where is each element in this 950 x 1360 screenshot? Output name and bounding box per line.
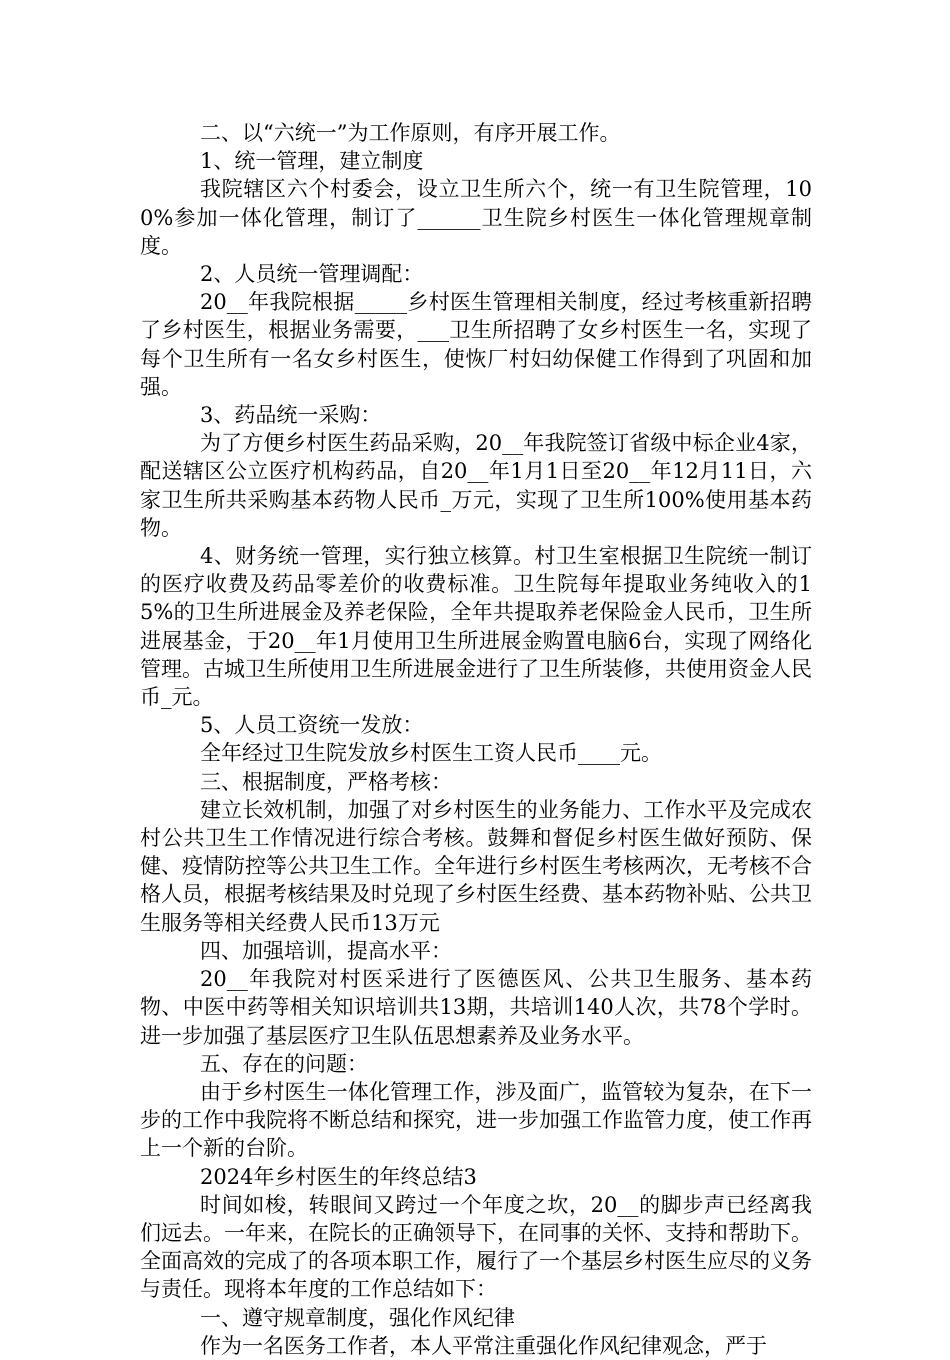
body-paragraph: 20__年我院对村医采进行了医德医风、公共卫生服务、基本药物、中医中药等相关知识培训共13期，共培训140人次，共78个学时。进一步加强了基层医疗卫生队伍思想素养及业务水平。 xyxy=(140,967,812,1048)
section-heading: 一、遵守规章制度，强化作风纪律 xyxy=(200,1305,515,1330)
body-paragraph: 我院辖区六个村委会，设立卫生所六个，统一有卫生院管理，100%参加一体化管理，制订了______卫生院乡村医生一体化管理规章制度。 xyxy=(140,177,812,258)
body-paragraph: 4、财务统一管理，实行独立核算。村卫生室根据卫生院统一制订的医疗收费及药品零差价的收费标准。卫生院每年提取业务纯收入的15%的卫生所进展金及养老保险，全年共提取养老保险金人民币，卫生所进展基金，于20__年1月使用卫生所进展金购置电脑6台，实现了网络化管理。古城卫生所使用卫生所进展金进行了卫生所装修，共使用资金人民币_元。 xyxy=(140,544,812,710)
section-heading: 五、存在的问题： xyxy=(200,1051,368,1076)
document-title: 2024年乡村医生的年终总结3 xyxy=(200,1164,477,1189)
subsection-heading: 1、统一管理，建立制度 xyxy=(200,149,424,174)
body-paragraph: 时间如梭，转眼间又跨过一个年度之坎，20__的脚步声已经离我们远去。一年来，在院长的正确领导下，在同事的关怀、支持和帮助下。全面高效的完成了的各项本职工作，履行了一个基层乡村医生应尽的义务与责任。现将本年度的工作总结如下： xyxy=(140,1192,812,1302)
document-body xyxy=(140,119,812,1360)
section-heading: 四、加强培训，提高水平： xyxy=(200,938,452,963)
section-heading: 二、以“六统一”为工作原则，有序开展工作。 xyxy=(200,121,621,145)
body-paragraph: 作为一名医务工作者，本人平常注重强化作风纪律观念，严于 xyxy=(200,1333,767,1358)
subsection-heading: 3、药品统一采购： xyxy=(200,403,382,428)
section-heading: 三、根据制度，严格考核： xyxy=(200,769,452,794)
body-paragraph: 由于乡村医生一体化管理工作，涉及面广，监管较为复杂，在下一步的工作中我院将不断总结和探究，进一步加强工作监管力度，使工作再上一个新的台阶。 xyxy=(140,1079,812,1161)
body-paragraph: 为了方便乡村医生药品采购，20__年我院签订省级中标企业4家，配送辖区公立医疗机构药品，自20__年1月1日至20__年12月11日，六家卫生所共采购基本药物人民币_万元，实现了卫生所100%使用基本药物。 xyxy=(140,431,812,540)
body-paragraph: 建立长效机制，加强了对乡村医生的业务能力、工作水平及完成农村公共卫生工作情况进行综合考核。鼓舞和督促乡村医生做好预防、保健、疫情防控等公共卫生工作。全年进行乡村医生考核两次，无考核不合格人员，根据考核结果及时兑现了乡村医生经费、基本药物补贴、公共卫生服务等相关经费人民币13万元 xyxy=(140,797,812,935)
subsection-heading: 2、人员统一管理调配： xyxy=(200,262,424,287)
body-paragraph: 20__年我院根据_____乡村医生管理相关制度，经过考核重新招聘了乡村医生，根据业务需要，___卫生所招聘了女乡村医生一名，实现了每个卫生所有一名女乡村医生，使恢厂村妇幼保健工作得到了巩固和加强。 xyxy=(140,290,812,399)
body-paragraph: 全年经过卫生院发放乡村医生工资人民币____元。 xyxy=(200,741,662,766)
subsection-heading: 5、人员工资统一发放： xyxy=(200,713,424,738)
